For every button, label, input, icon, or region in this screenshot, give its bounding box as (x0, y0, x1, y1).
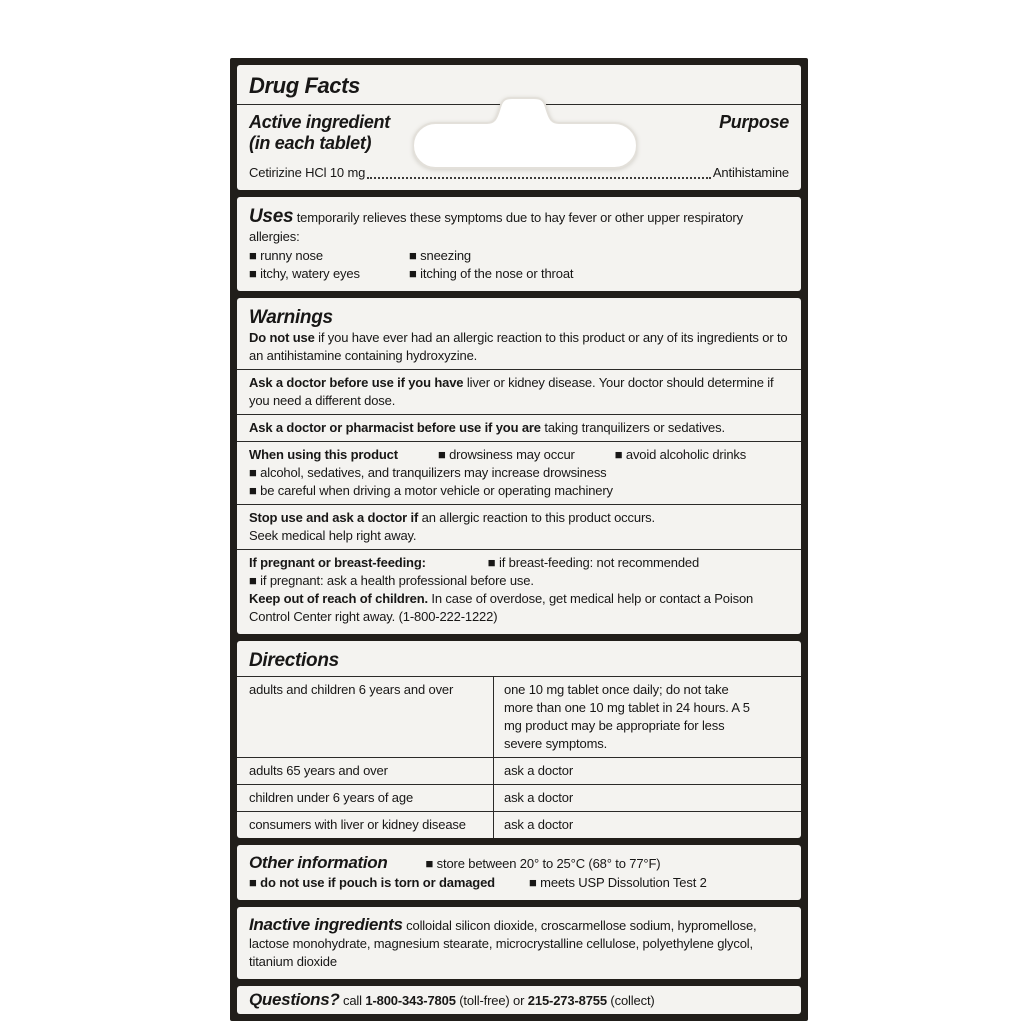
warning-text: Seek medical help right away. (249, 528, 417, 543)
warning-divider (237, 504, 801, 505)
phone-number-collect: 215-273-8755 (527, 993, 607, 1008)
questions-panel (237, 986, 801, 1014)
warning-ask-doctor-pharmacist (249, 419, 789, 437)
warning-bullet: ■ if pregnant: ask a health professional before use. (249, 573, 534, 588)
ingredient-purpose: Antihistamine (712, 165, 789, 180)
questions-heading: Questions? (249, 990, 340, 1009)
warning-keep-out (249, 590, 764, 626)
inactive-ingredients (249, 915, 789, 971)
warnings-panel (237, 298, 801, 634)
header-panel (237, 65, 801, 190)
active-ingredient-heading-block (249, 112, 390, 154)
warning-bold-lead: When using this product (249, 447, 398, 462)
table-cell-dose: ask a doctor (493, 812, 801, 838)
inactive-ingredients-heading: Inactive ingredients (249, 915, 403, 934)
directions-heading: Directions (249, 650, 339, 671)
uses-bullet-list (249, 247, 789, 283)
ingredient-purpose-line (249, 164, 789, 182)
table-cell-dose (493, 677, 801, 757)
active-ingredient-row (249, 112, 789, 154)
warning-bullet: ■ if breast-feeding: not recommended (487, 555, 700, 570)
uses-heading: Uses (249, 206, 294, 227)
warning-ask-doctor (249, 374, 789, 410)
warning-bullet: ■ alcohol, sedatives, and tranquilizers may increase drowsiness (249, 465, 607, 480)
other-information-panel (237, 845, 801, 900)
questions-call-text: call (339, 993, 366, 1008)
table-cell-dose: ask a doctor (493, 758, 801, 784)
warning-bold-lead: Ask a doctor before use if you have (249, 375, 464, 390)
other-info-line1 (249, 853, 789, 873)
table-cell-dose: ask a doctor (493, 785, 801, 811)
warning-divider (237, 549, 801, 550)
warning-when-using (249, 446, 789, 500)
uses-bullet: ■ runny nose (249, 248, 323, 263)
drug-facts-card (230, 58, 808, 1021)
warning-bullet: ■ avoid alcoholic drinks (614, 447, 747, 462)
questions-line (249, 990, 789, 1010)
other-info-bullet: ■ do not use if pouch is torn or damaged (249, 875, 495, 890)
warning-stop-use (249, 509, 789, 545)
warning-divider (237, 369, 801, 370)
uses-intro (249, 205, 770, 246)
ingredient-name: Cetirizine HCl 10 mg (249, 165, 366, 180)
uses-panel (237, 197, 801, 291)
table-cell-who: children under 6 years of age (249, 790, 414, 805)
phone-number-toll-free: 1-800-343-7805 (365, 993, 456, 1008)
warnings-heading: Warnings (249, 307, 333, 328)
warning-text: an allergic reaction to this product occurs. (418, 510, 655, 525)
warning-divider (237, 414, 801, 415)
when-using-line1 (249, 446, 789, 464)
warning-text: if you have ever had an allergic reaction to this product or any of its ingredients or to an antihistamine containing hydroxyzine. (249, 330, 788, 363)
warning-pregnant (249, 554, 789, 590)
warning-text: taking tranquilizers or sedatives. (540, 420, 725, 435)
directions-panel (237, 641, 801, 838)
warning-bold-lead: Keep out of reach of children. (249, 591, 428, 606)
warning-text: In case of overdose, get medical help or contact a Poison Control Center right away. (1-800-222-1222) (249, 591, 754, 624)
uses-bullet: ■ sneezing (409, 248, 472, 263)
other-info-bullet: ■ store between 20° to 25°C (68° to 77°F) (425, 856, 661, 871)
warning-bold-lead: Ask a doctor or pharmacist before use if you are (249, 420, 541, 435)
uses-intro-text: temporarily relieves these symptoms due to hay fever or other upper respiratory allergies: (249, 210, 743, 244)
warning-bullet: ■ drowsiness may occur (437, 447, 575, 462)
pregnant-line1 (249, 554, 789, 572)
active-ingredient-subheading: (in each tablet) (249, 133, 372, 153)
inactive-ingredients-text: colloidal silicon dioxide, croscarmellose sodium, hypromellose, lactose monohydrate, magnesium stearate, microcrystalline cellulose, polyethylene glycol, titanium dioxide (249, 918, 757, 969)
active-ingredient-heading: Active ingredient (249, 112, 390, 132)
table-cell-who: adults and children 6 years and over (249, 682, 454, 697)
leader-dots (367, 177, 711, 179)
uses-bullet: ■ itching of the nose or throat (409, 266, 574, 281)
purpose-heading: Purpose (719, 112, 789, 132)
drug-facts-title: Drug Facts (249, 73, 360, 98)
warning-bold-lead: If pregnant or breast-feeding: (249, 555, 426, 570)
questions-mid-text: (toll-free) or (455, 993, 528, 1008)
uses-bullet: ■ itchy, watery eyes (249, 266, 360, 281)
dose-text: one 10 mg tablet once daily; do not take more than one 10 mg tablet in 24 hours. A 5 mg product may be appropriate for less severe symptoms. (504, 682, 750, 751)
warning-text: liver or kidney disease. Your doctor should determine if you need a different dose. (249, 375, 774, 408)
warning-divider (237, 441, 801, 442)
other-info-bullet: ■ meets USP Dissolution Test 2 (528, 875, 707, 890)
warning-do-not-use (249, 329, 789, 365)
inactive-ingredients-panel (237, 907, 801, 979)
warning-bold-lead: Stop use and ask a doctor if (249, 510, 419, 525)
table-cell-who: consumers with liver or kidney disease (249, 817, 466, 832)
questions-suffix-text: (collect) (606, 993, 655, 1008)
other-information-heading: Other information (249, 853, 388, 872)
other-info-line2 (249, 874, 789, 892)
title-divider (237, 104, 801, 105)
directions-table (237, 677, 801, 838)
table-cell-who: adults 65 years and over (249, 763, 388, 778)
warning-bullet: ■ be careful when driving a motor vehicle or operating machinery (249, 483, 613, 498)
warning-bold-lead: Do not use (249, 330, 315, 345)
